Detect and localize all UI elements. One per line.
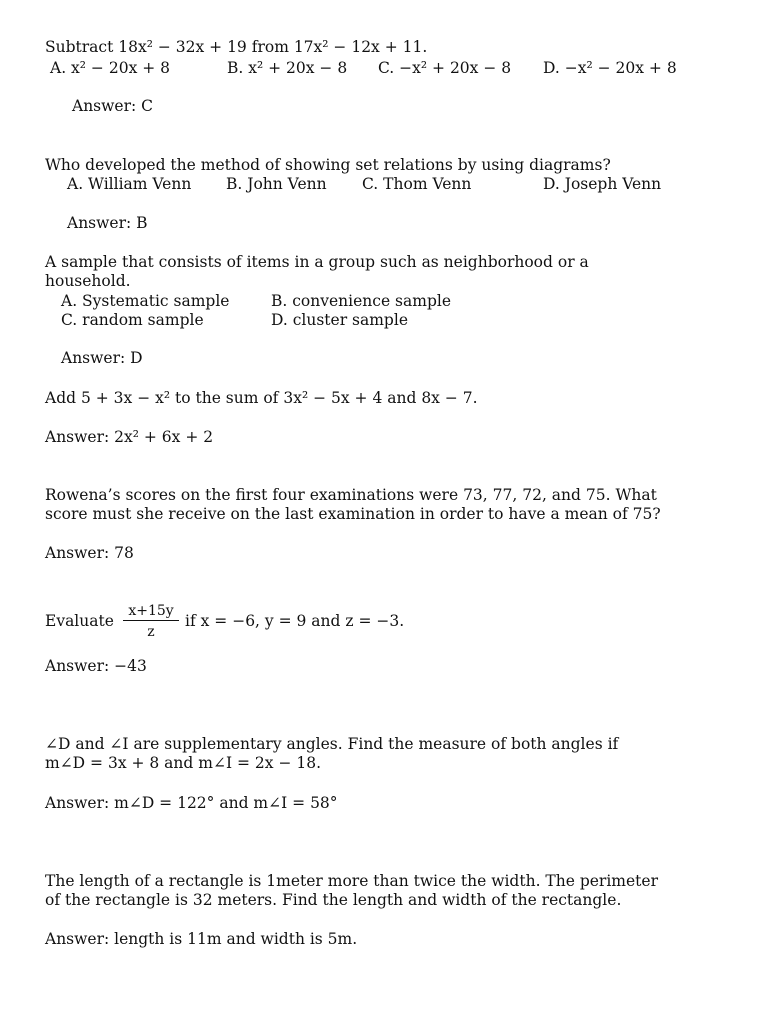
question-2-choice-c: C. Thom Venn [362, 175, 472, 193]
question-6-lead: Evaluate [45, 612, 114, 630]
question-6-denominator: z [147, 624, 155, 640]
question-1-choice-b: B. x² + 20x − 8 [227, 59, 348, 77]
question-4-stem: Add 5 + 3x − x² to the sum of 3x² − 5x + 4 and 8x − 7. [45, 389, 478, 407]
question-1-stem: Subtract 18x² − 32x + 19 from 17x² − 12x + 11. [45, 38, 428, 56]
question-2-choice-a: A. William Venn [67, 175, 192, 193]
question-2-answer: Answer: B [67, 214, 148, 232]
question-7-stem-line-2: m∠D = 3x + 8 and m∠I = 2x − 18. [45, 754, 322, 772]
question-6-answer: Answer: −43 [45, 657, 147, 675]
question-2-choice-b: B. John Venn [226, 175, 327, 193]
question-1-choice-a: A. x² − 20x + 8 [50, 59, 171, 77]
question-3-choice-d: D. cluster sample [271, 311, 408, 329]
question-6-fraction-bar [123, 620, 179, 621]
question-7-stem-line-1: ∠D and ∠I are supplementary angles. Find the measure of both angles if [45, 735, 619, 753]
question-8-answer: Answer: length is 11m and width is 5m. [45, 930, 358, 948]
question-1-choice-d: D. −x² − 20x + 8 [543, 59, 677, 77]
question-4-answer: Answer: 2x² + 6x + 2 [45, 428, 214, 446]
question-5-stem-line-2: score must she receive on the last examination in order to have a mean of 75? [45, 505, 661, 523]
question-3-choice-b: B. convenience sample [271, 292, 451, 310]
question-2-choice-d: D. Joseph Venn [543, 175, 662, 193]
question-3-answer: Answer: D [61, 349, 143, 367]
question-5-answer: Answer: 78 [45, 544, 134, 562]
question-3-stem-line-2: household. [45, 272, 131, 290]
question-2-stem: Who developed the method of showing set relations by using diagrams? [45, 156, 611, 174]
question-6-numerator: x+15y [128, 603, 174, 619]
question-7-answer: Answer: m∠D = 122° and m∠I = 58° [45, 794, 338, 812]
question-6-tail: if x = −6, y = 9 and z = −3. [185, 612, 405, 630]
question-3-choice-a: A. Systematic sample [61, 292, 230, 310]
question-1-choice-c: C. −x² + 20x − 8 [378, 59, 512, 77]
question-1-answer: Answer: C [72, 97, 153, 115]
question-8-stem-line-1: The length of a rectangle is 1meter more than twice the width. The perimeter [45, 872, 658, 890]
question-8-stem-line-2: of the rectangle is 32 meters. Find the length and width of the rectangle. [45, 891, 622, 909]
question-3-stem-line-1: A sample that consists of items in a group such as neighborhood or a [45, 253, 589, 271]
question-3-choice-c: C. random sample [61, 311, 204, 329]
question-5-stem-line-1: Rowena’s scores on the first four examinations were 73, 77, 72, and 75. What [45, 486, 657, 504]
